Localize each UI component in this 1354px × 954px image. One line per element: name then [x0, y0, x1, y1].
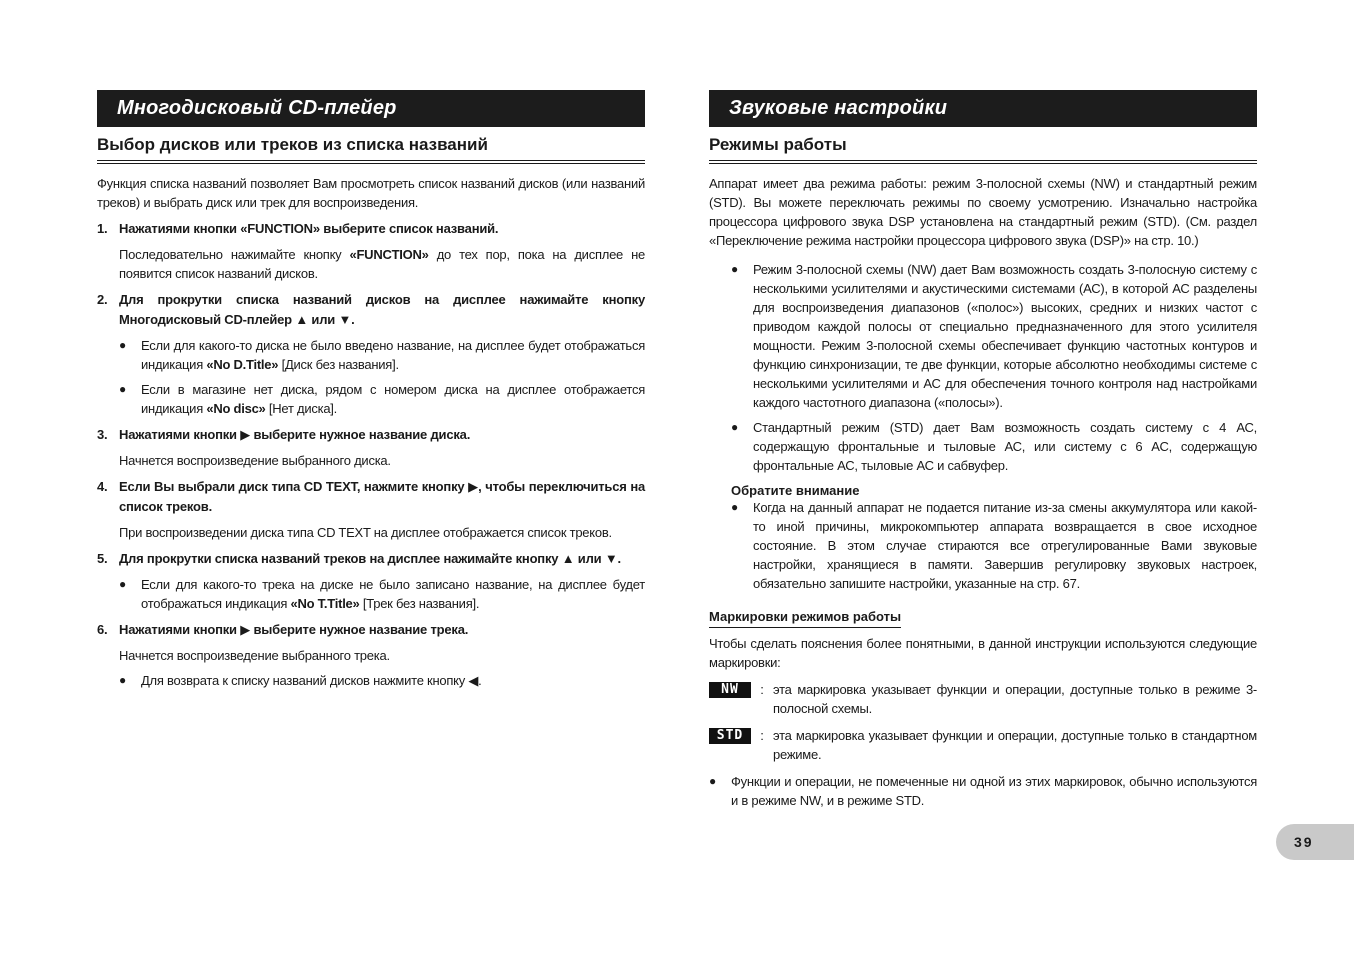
bullet-icon: ●: [731, 500, 739, 514]
step-text: Нажатиями кнопки ▶ выберите нужное название диска.: [119, 427, 471, 442]
bullet-icon: ●: [731, 262, 739, 276]
step-1: [97, 219, 645, 239]
list-item: [97, 380, 645, 418]
step-number: 2.: [97, 292, 108, 307]
bullet-text: Режим 3-полосной схемы (NW) дает Вам возможность создать 3-полосную систему с несколькими усилителями и акустическими системами (АС), в которой АС разделены для воспроизведения диапазонов («полос») высоких, средних и низких частот с приводом каждой полосы от специально предназначенного для этого усилителя мощности. Режим 3-полосной схемы обеспечивает функцию частотных контуров и функцию синхронизации, те две функции, которые абсолютно необходимы системе с несколькими усилителями и АС для обеспечения точного контроля над настройками каждого частотного диапазона («полосы»).: [753, 262, 1257, 410]
bullet-text: Если для какого-то трека на диске не было записано название, на дисплее будет отображаться индикация «No T.Title» [Трек без названия].: [141, 577, 645, 611]
list-item: [709, 772, 1257, 810]
section-subheading: Режимы работы: [709, 135, 1257, 164]
bullet-icon: ●: [119, 673, 127, 687]
bullet-text: Если для какого-то диска не было введено название, на дисплее будет отображаться индикация «No D.Title» [Диск без названия].: [141, 338, 645, 372]
list-item: [97, 336, 645, 374]
step-2: [97, 290, 645, 330]
step-6: [97, 620, 645, 640]
section-banner-cd-changer: Многодисковый CD-плейер: [97, 90, 645, 127]
section-subheading: Выбор дисков или треков из списка названий: [97, 135, 645, 164]
bullet-text: Для возврата к списку названий дисков нажмите кнопку ◀.: [141, 673, 482, 688]
bullet-icon: ●: [731, 420, 739, 434]
bullet-text: Если в магазине нет диска, рядом с номером диска на дисплее отображается индикация «No disc» [Нет диска].: [141, 382, 645, 416]
list-item: [97, 671, 645, 690]
std-badge-icon: STD: [709, 728, 751, 744]
list-item: [97, 575, 645, 613]
step-text: Для прокрутки списка названий дисков на дисплее нажимайте кнопку Многодисковый CD-плейер ▲ или ▼.: [119, 292, 645, 327]
intro-paragraph: Функция списка названий позволяет Вам просмотреть список названий дисков (или названий треков) и выбрать диск или трек для воспроизведения.: [97, 176, 645, 210]
list-item: [709, 418, 1257, 475]
step-5: [97, 549, 645, 569]
step-4-description: При воспроизведении диска типа CD TEXT на дисплее отображается список треков.: [119, 525, 612, 540]
list-item: [709, 498, 1257, 593]
step-1-description: Последовательно нажимайте кнопку «FUNCTION» до тех пор, пока на дисплее не появится список названий дисков.: [119, 247, 646, 281]
step-number: 6.: [97, 622, 108, 637]
page-number: 39: [1276, 824, 1354, 860]
left-column: [97, 90, 645, 690]
section-banner-sound-settings: Звуковые настройки: [709, 90, 1257, 127]
step-text: Нажатиями кнопки ▶ выберите нужное название трека.: [119, 622, 469, 637]
step-number: 3.: [97, 427, 108, 442]
step-3: [97, 425, 645, 445]
step-6-description: Начнется воспроизведение выбранного трека.: [119, 648, 390, 663]
step-text: Если Вы выбрали диск типа CD TEXT, нажмите кнопку ▶, чтобы переключиться на список треков.: [119, 479, 645, 514]
step-text: Нажатиями кнопки «FUNCTION» выберите список названий.: [119, 221, 499, 236]
step-4: [97, 477, 645, 517]
mark-row-std: [709, 726, 1257, 764]
marks-subheading: Маркировки режимов работы: [709, 609, 901, 628]
nw-badge-icon: NW: [709, 682, 751, 698]
step-3-description: Начнется воспроизведение выбранного диска.: [119, 453, 391, 468]
mark-description: эта маркировка указывает функции и операции, доступные только в стандартном режиме.: [773, 728, 1257, 762]
marks-intro: Чтобы сделать пояснения более понятными, в данной инструкции используются следующие маркировки:: [709, 636, 1257, 670]
bullet-text: Стандартный режим (STD) дает Вам возможность создать систему с 4 АС, содержащую фронтальные и тыловые АС, или систему с 6 АС, содержащую фронтальные АС, тыловые АС и сабвуфер.: [753, 420, 1257, 473]
step-number: 1.: [97, 221, 108, 236]
bullet-icon: ●: [119, 338, 127, 352]
bullet-text: Когда на данный аппарат не подается питание из-за смены аккумулятора или какой-то иной причины, микрокомпьютер аппарата возвращается в свое исходное состояние. В этом случае стираются все отрегулированные Вами звуковые настройки, хранящиеся в памяти. Завершив регулировку звуковых настроек, обязательно запишите настройки, указанные на стр. 67.: [753, 500, 1257, 591]
step-text: Для прокрутки списка названий треков на дисплее нажимайте кнопку ▲ или ▼.: [119, 551, 621, 566]
list-item: [709, 260, 1257, 412]
step-number: 4.: [97, 479, 108, 494]
colon: :: [760, 682, 764, 697]
bullet-icon: ●: [119, 382, 127, 396]
mark-description: эта маркировка указывает функции и операции, доступные только в режиме 3-полосной схемы.: [773, 682, 1257, 716]
bullet-icon: ●: [119, 577, 127, 591]
note-title: Обратите внимание: [731, 483, 860, 498]
step-number: 5.: [97, 551, 108, 566]
colon: :: [760, 728, 764, 743]
mark-row-nw: [709, 680, 1257, 718]
intro-paragraph: Аппарат имеет два режима работы: режим 3-полосной схемы (NW) и стандартный режим (STD). Вы можете переключать режимы по своему усмотрению. Изначально настройка процессора цифрового звука DSP установлена на стандартный режим (STD). (См. раздел «Переключение режима настройки процессора цифрового звука (DSP)» на стр. 10.): [709, 176, 1257, 248]
bullet-text: Функции и операции, не помеченные ни одной из этих маркировок, обычно используются и в режиме NW, и в режиме STD.: [731, 774, 1257, 808]
right-column: [709, 90, 1257, 810]
bullet-icon: ●: [709, 774, 717, 788]
